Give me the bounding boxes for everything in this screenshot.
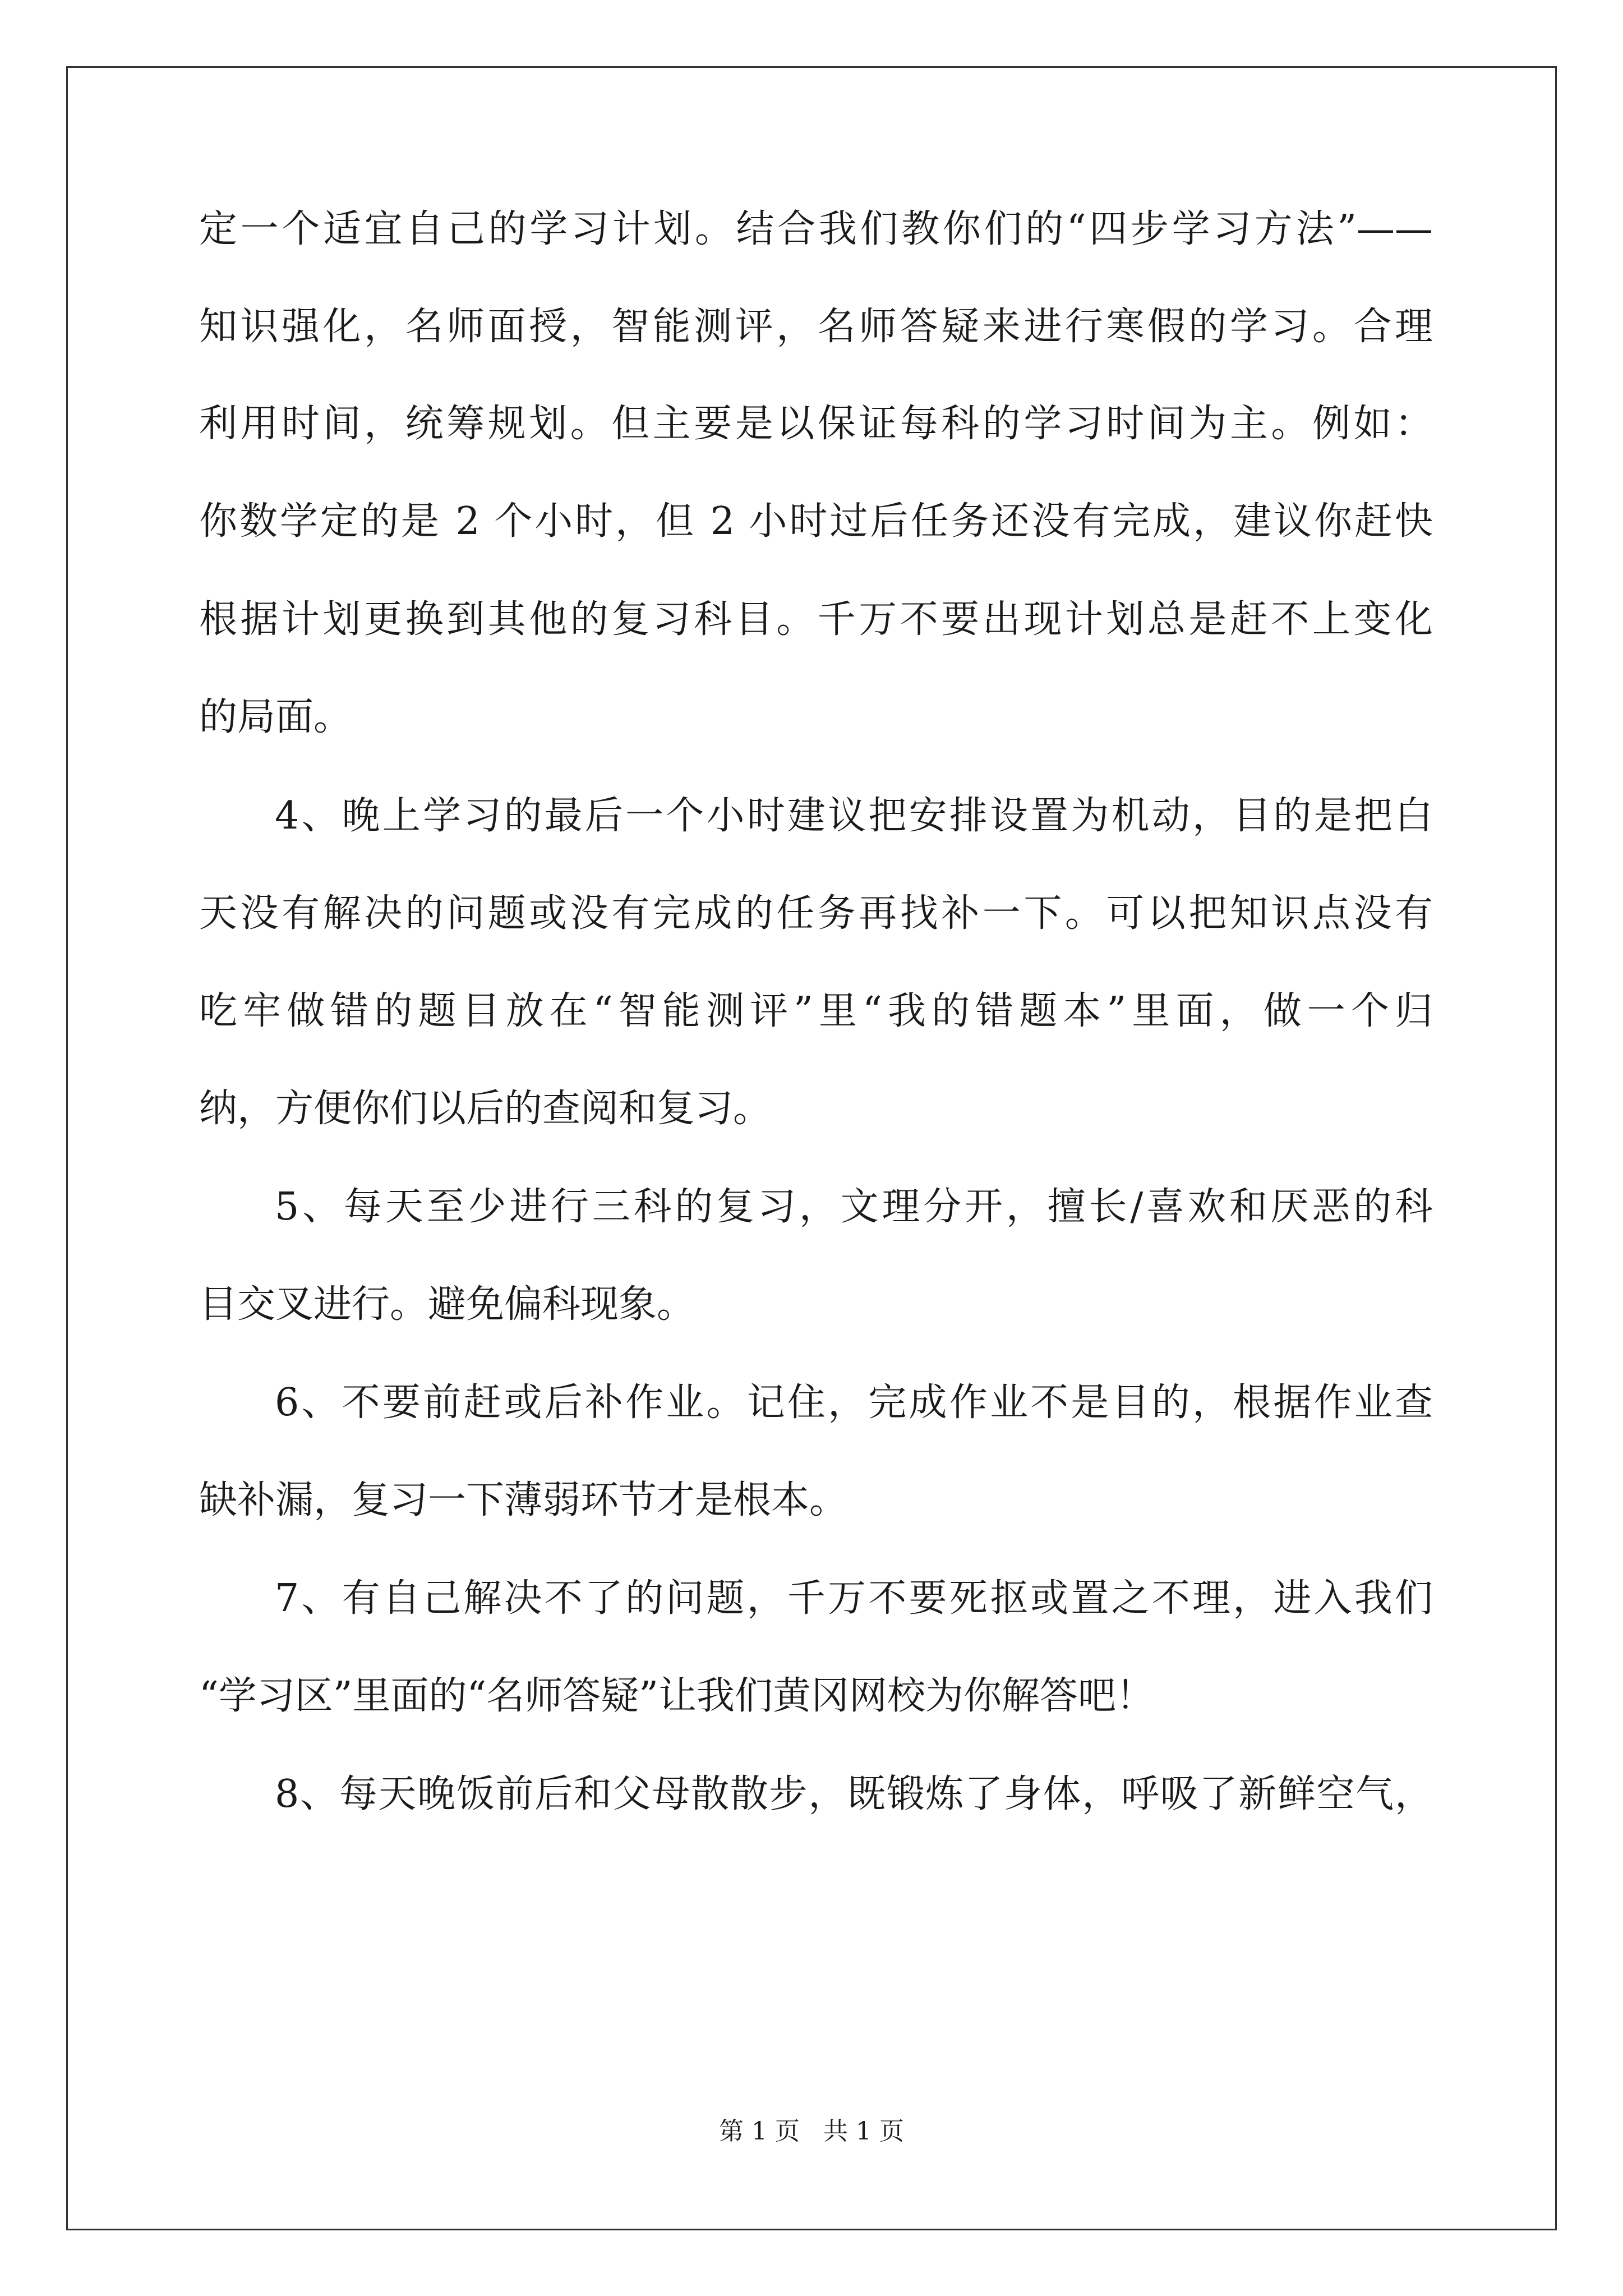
text-line-12: 目交叉进行。避免偏科现象。 bbox=[199, 1282, 695, 1327]
text-line-1: 定一个适宜自己的学习计划。结合我们教你们的“四步学习方法”—— bbox=[199, 207, 1433, 251]
text-line-2: 知识强化，名师面授，智能测评，名师答疑来进行寒假的学习。合理 bbox=[199, 305, 1433, 349]
text-line-15: 7、有自己解决不了的问题，千万不要死抠或置之不理，进入我们 bbox=[275, 1576, 1433, 1621]
text-line-10: 纳，方便你们以后的查阅和复习。 bbox=[199, 1087, 772, 1131]
text-line-4: 你数学定的是 2 个小时，但 2 小时过后任务还没有完成，建议你赶快 bbox=[199, 499, 1433, 544]
text-line-7: 4、晚上学习的最后一个小时建议把安排设置为机动，目的是把白 bbox=[275, 794, 1433, 838]
page-footer: 第 1 页 共 1 页 bbox=[719, 2117, 904, 2146]
text-line-3: 利用时间，统筹规划。但主要是以保证每科的学习时间为主。例如： bbox=[199, 402, 1433, 446]
text-line-9: 吃牢做错的题目放在“智能测评”里“我的错题本”里面，做一个归 bbox=[199, 989, 1433, 1033]
text-line-6: 的局面。 bbox=[199, 695, 352, 739]
text-line-14: 缺补漏，复习一下薄弱环节才是根本。 bbox=[199, 1478, 848, 1522]
text-line-16: “学习区”里面的“名师答疑”让我们黄冈网校为你解答吧！ bbox=[199, 1674, 1155, 1718]
text-line-17: 8、每天晚饭前后和父母散散步，既锻炼了身体，呼吸了新鲜空气， bbox=[275, 1772, 1433, 1816]
text-line-11: 5、每天至少进行三科的复习，文理分开，擅长/喜欢和厌恶的科 bbox=[275, 1185, 1433, 1229]
text-line-13: 6、不要前赶或后补作业。记住，完成作业不是目的，根据作业查 bbox=[275, 1381, 1433, 1425]
text-line-5: 根据计划更换到其他的复习科目。千万不要出现计划总是赶不上变化 bbox=[199, 597, 1433, 642]
text-line-8: 天没有解决的问题或没有完成的任务再找补一下。可以把知识点没有 bbox=[199, 891, 1433, 936]
page-border bbox=[66, 66, 1557, 2230]
